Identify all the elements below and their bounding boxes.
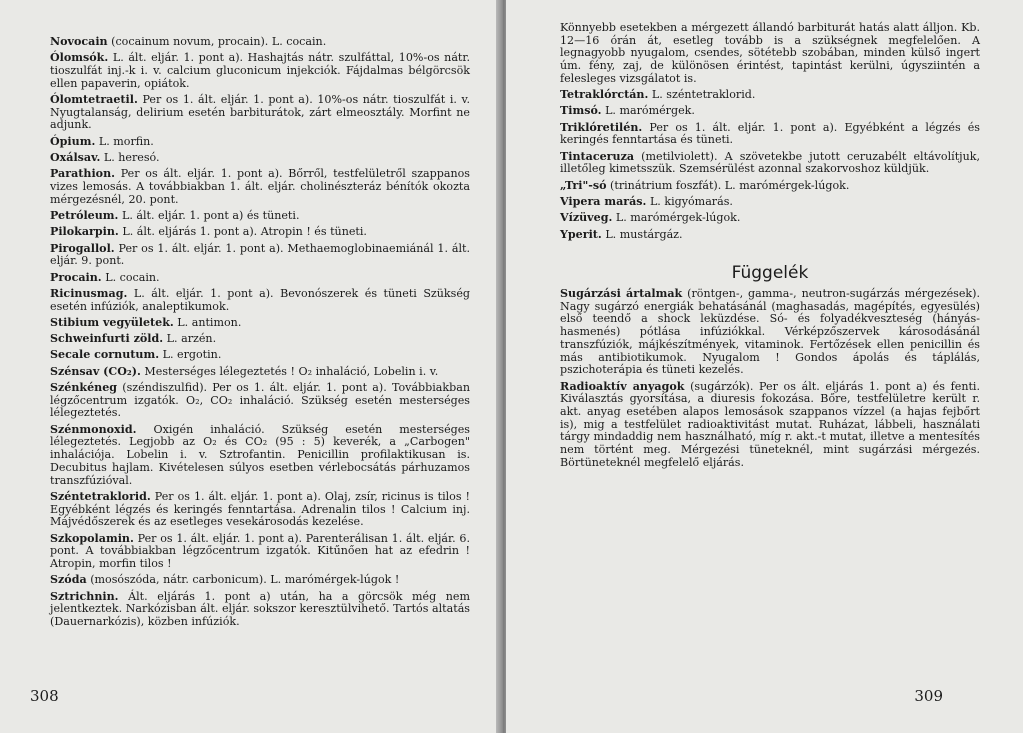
entry-headword: Secale cornutum. <box>50 348 160 362</box>
entry-headword: Timsó. <box>560 104 602 118</box>
dictionary-entry <box>50 424 470 488</box>
entry-headword: Petróleum. <box>50 209 119 222</box>
dictionary-entry <box>560 381 980 470</box>
entry-headword: Procain. <box>50 270 102 284</box>
dictionary-entry <box>50 226 470 239</box>
entry-text: L. marómérgek. <box>605 104 695 118</box>
entry-headword: Tetraklórctán. <box>560 88 649 102</box>
entry-headword: Schweinfurti zöld. <box>50 332 164 346</box>
left-entries <box>50 36 470 632</box>
entry-headword: Novocain <box>50 35 108 48</box>
dictionary-entry <box>50 52 470 90</box>
entry-headword: Ólomtetraetil. <box>50 93 138 106</box>
entry-text: L. arzén. <box>166 332 217 346</box>
entry-text: Ált. eljárás 1. pont a) után, ha a görcsök még nem jelentkeztek. Narkózisban ált. eljár. sokszor keresztülvihető. Tartós altatás (Dauernarkózis), közben infúziók. <box>50 589 470 628</box>
entry-text: Per os 1. ált. eljár. 1. pont a). Parenterálisan 1. ált. eljár. 6. pont. A továbbiakban légzőcentrum izgatók. Kitűnően hat az efedrin ! Atropin, morfin tilos ! <box>50 531 470 570</box>
dictionary-entry <box>560 196 980 209</box>
entry-headword: Oxálsav. <box>50 151 101 164</box>
dictionary-entry <box>50 94 470 132</box>
entry-headword: Ólomsók. <box>50 51 109 65</box>
entry-headword: Vízüveg. <box>560 211 613 225</box>
entry-text: Könnyebb esetekben a mérgezett állandó barbiturát hatás alatt álljon. Kb. 12—16 órán át, esetleg tovább is a szükségnek megfelelően. A legnagyobb nyugalom, csendes, sötétebb szobában, minden külső ingert úm. fény, zaj, de különösen érintést, tapintást kerülni, úgysziintén a felesleges vizsgálatot is. <box>560 21 980 85</box>
entry-headword: Tintaceruza <box>560 149 635 163</box>
dictionary-entry <box>560 89 980 102</box>
entry-text: (mosószóda, nátr. carbonicum). L. marómérgek-lúgok ! <box>90 573 400 587</box>
dictionary-entry <box>560 229 980 242</box>
entry-headword: Szóda <box>50 573 87 587</box>
entry-headword: Yperit. <box>560 227 602 241</box>
section-title: Függelék <box>731 263 809 284</box>
entry-headword: Stibium vegyületek. <box>50 315 174 329</box>
entry-headword: Sztrichnin. <box>50 589 119 603</box>
dictionary-entry <box>50 382 470 420</box>
dictionary-entry <box>50 243 470 268</box>
entry-headword: „Tri"-só <box>560 178 607 192</box>
entry-text: L. heresó. <box>103 151 160 164</box>
right-entries-bottom <box>560 288 980 469</box>
entry-text: L. ált. eljár. 1. pont a). Bevonószerek és tüneti Szükség esetén infúziók, analeptikumok. <box>50 286 470 313</box>
dictionary-entry <box>50 288 470 313</box>
dictionary-entry <box>560 180 980 193</box>
entry-headword: Szénsav (CO₂). <box>50 364 141 378</box>
entry-text: L. ált. eljár. 1. pont a) és tüneti. <box>121 209 300 222</box>
entry-text: L. marómérgek-lúgok. <box>615 211 741 225</box>
dictionary-entry <box>50 574 470 587</box>
entry-headword: Radioaktív anyagok <box>560 379 685 393</box>
entry-text: L. kigyómarás. <box>649 195 733 208</box>
page-number-right: 309 <box>914 687 943 705</box>
entry-text: L. mustárgáz. <box>605 227 683 241</box>
dictionary-entry <box>50 317 470 330</box>
right-page <box>506 0 1023 733</box>
entry-headword: Szkopolamin. <box>50 531 134 545</box>
entry-text: Per os ált. eljár. 1. pont a). Bőrről, testfelületről szappanos vizes lemosás. A továbbiakban 1. ált. eljár. cholinészteráz bénítók okozta mérgezésnél, 20. pont. <box>50 167 470 206</box>
dictionary-entry <box>560 151 980 176</box>
left-page <box>0 0 500 733</box>
entry-text: Mesterséges lélegeztetés ! O₂ inhaláció, Lobelin i. v. <box>144 364 439 378</box>
dictionary-entry <box>50 349 470 362</box>
dictionary-entry <box>560 288 980 377</box>
dictionary-entry <box>50 136 470 149</box>
dictionary-entry <box>560 122 980 147</box>
entry-text: (trinátrium foszfát). L. marómérgek-lúgok. <box>610 178 850 192</box>
entry-headword: Ricinusmag. <box>50 286 128 300</box>
entry-text: L. ergotin. <box>162 348 222 362</box>
entry-headword: Parathion. <box>50 167 115 181</box>
dictionary-entry <box>50 152 470 165</box>
entry-headword: Pirogallol. <box>50 241 115 255</box>
dictionary-entry <box>50 491 470 529</box>
entry-headword: Szénkéneg <box>50 381 118 395</box>
entry-text: (széndiszulfid). Per os 1. ált. eljár. 1. pont a). Továbbiakban légzőcentrum izgatók. O₂, CO₂ inhaláció. Szükség esetén mesterséges lélegeztetés. <box>50 381 471 420</box>
entry-text: L. cocain. <box>105 270 160 284</box>
entry-text: (metilviolett). A szövetekbe jutott ceruzabélt eltávolítjuk, illetőleg kimetsszük. Szemsérülést azonnal szakorvoshoz küldjük. <box>560 149 981 176</box>
entry-text: Per os 1. ált. eljár. 1. pont a). Methaemoglobinaemiánál 1. ált. eljár. 9. pont. <box>50 241 470 268</box>
dictionary-entry <box>50 36 470 49</box>
entry-text: L. ált. eljár. 1. pont a). Hashajtás nátr. szulfáttal, 10%-os nátr. tioszulfát inj.-k i. v. calcium gluconicum injekciók. Fájdalmas bélgörcsök ellen papaverin, opiátok. <box>50 51 471 90</box>
dictionary-entry <box>50 533 470 571</box>
dictionary-entry <box>50 366 470 379</box>
entry-text: Per os 1. ált. eljár. 1. pont a). 10%-os nátr. tioszulfát i. v. Nyugtalanság, delirium esetén barbiturátok, zárt elmeosztály. Morfint ne adjunk. <box>50 93 471 132</box>
dictionary-entry <box>50 210 470 223</box>
entry-text: (sugárzók). Per os ált. eljárás 1. pont a) és fenti. Kiválasztás gyorsítása, a diuresis fokozása. Bőre, testfelületre került r. akt. anyag esetében alapos lemosások szappanos vízzel (a hajas fejbőrt is), mig a testfelület radioaktivitást mutat. Ruházat, lábbeli, használati tárgy mindaddig nem használható, míg r. akt.-t mutat, illetve a mentesítés nem történt meg. Mérgezési tüneteknél, mint sugárzási mérgezés. Börtüneteknél megfelelő eljárás. <box>560 379 981 469</box>
right-entries-top <box>560 22 980 241</box>
entry-headword: Pilokarpin. <box>50 225 119 239</box>
entry-text: (röntgen-, gamma-, neutron-sugárzás mérgezések). Nagy sugárzó energiák behatásánál (maghasadás, magépítés, egyesülés) első teendő a shock leküzdése. Só- és folyadékveszteség (hányás-hasmenés) pótlása infúziókkal. Vérképzőszervek károsodásánál transzfúziók, májkészítmények, vitaminok. Fertőzések ellen penicillin és más antibiotikumok. Nyugalom ! Gondos ápolás és táplálás, pszichoterápia és tüneti kezelés. <box>560 287 980 377</box>
entry-text: L. antimon. <box>177 315 242 329</box>
dictionary-entry <box>50 333 470 346</box>
dictionary-entry <box>50 591 470 629</box>
dictionary-entry <box>50 168 470 206</box>
dictionary-entry <box>50 272 470 285</box>
entry-headword: Triklóretilén. <box>560 120 643 134</box>
page-number-left: 308 <box>30 687 59 705</box>
entry-text: (cocainum novum, procain). L. cocain. <box>111 35 327 48</box>
right-content <box>560 22 980 473</box>
entry-text: Per os 1. ált. eljár. 1. pont a). Egyébként a légzés és keringés fenntartása és tüneti. <box>560 120 981 147</box>
entry-text: Per os 1. ált. eljár. 1. pont a). Olaj, zsír, ricinus is tilos ! Egyébként légzés és keringés fenntartása. Adrenalin tilos ! Calcium inj. Májvédőszerek és az esetleges vesekárosodás kezelése. <box>50 489 470 529</box>
entry-headword: Széntetraklorid. <box>50 489 151 503</box>
entry-headword: Sugárzási ártalmak <box>560 287 683 300</box>
entry-text: L. széntetraklorid. <box>651 88 756 102</box>
entry-text: Oxigén inhaláció. Szükség esetén mesterséges lélegeztetés. Legjobb az O₂ és CO₂ (95 : 5) keverék, a „Carbogen" inhalációja. Lobelin i. v. Sztrofantin. Penicillin profilaktikusan is. Decubitus hajlam. Kivételesen súlyos esetben vérlebocsátás párhuzamos transzfúzióval. <box>50 422 471 487</box>
dictionary-entry <box>560 212 980 225</box>
dictionary-entry <box>560 22 980 86</box>
dictionary-entry <box>560 105 980 118</box>
entry-headword: Szénmonoxid. <box>50 422 137 436</box>
entry-headword: Vipera marás. <box>560 195 647 208</box>
entry-headword: Ópium. <box>50 134 96 148</box>
entry-text: L. ált. eljárás 1. pont a). Atropin ! és tüneti. <box>122 225 367 239</box>
entry-text: L. morfin. <box>98 134 154 148</box>
